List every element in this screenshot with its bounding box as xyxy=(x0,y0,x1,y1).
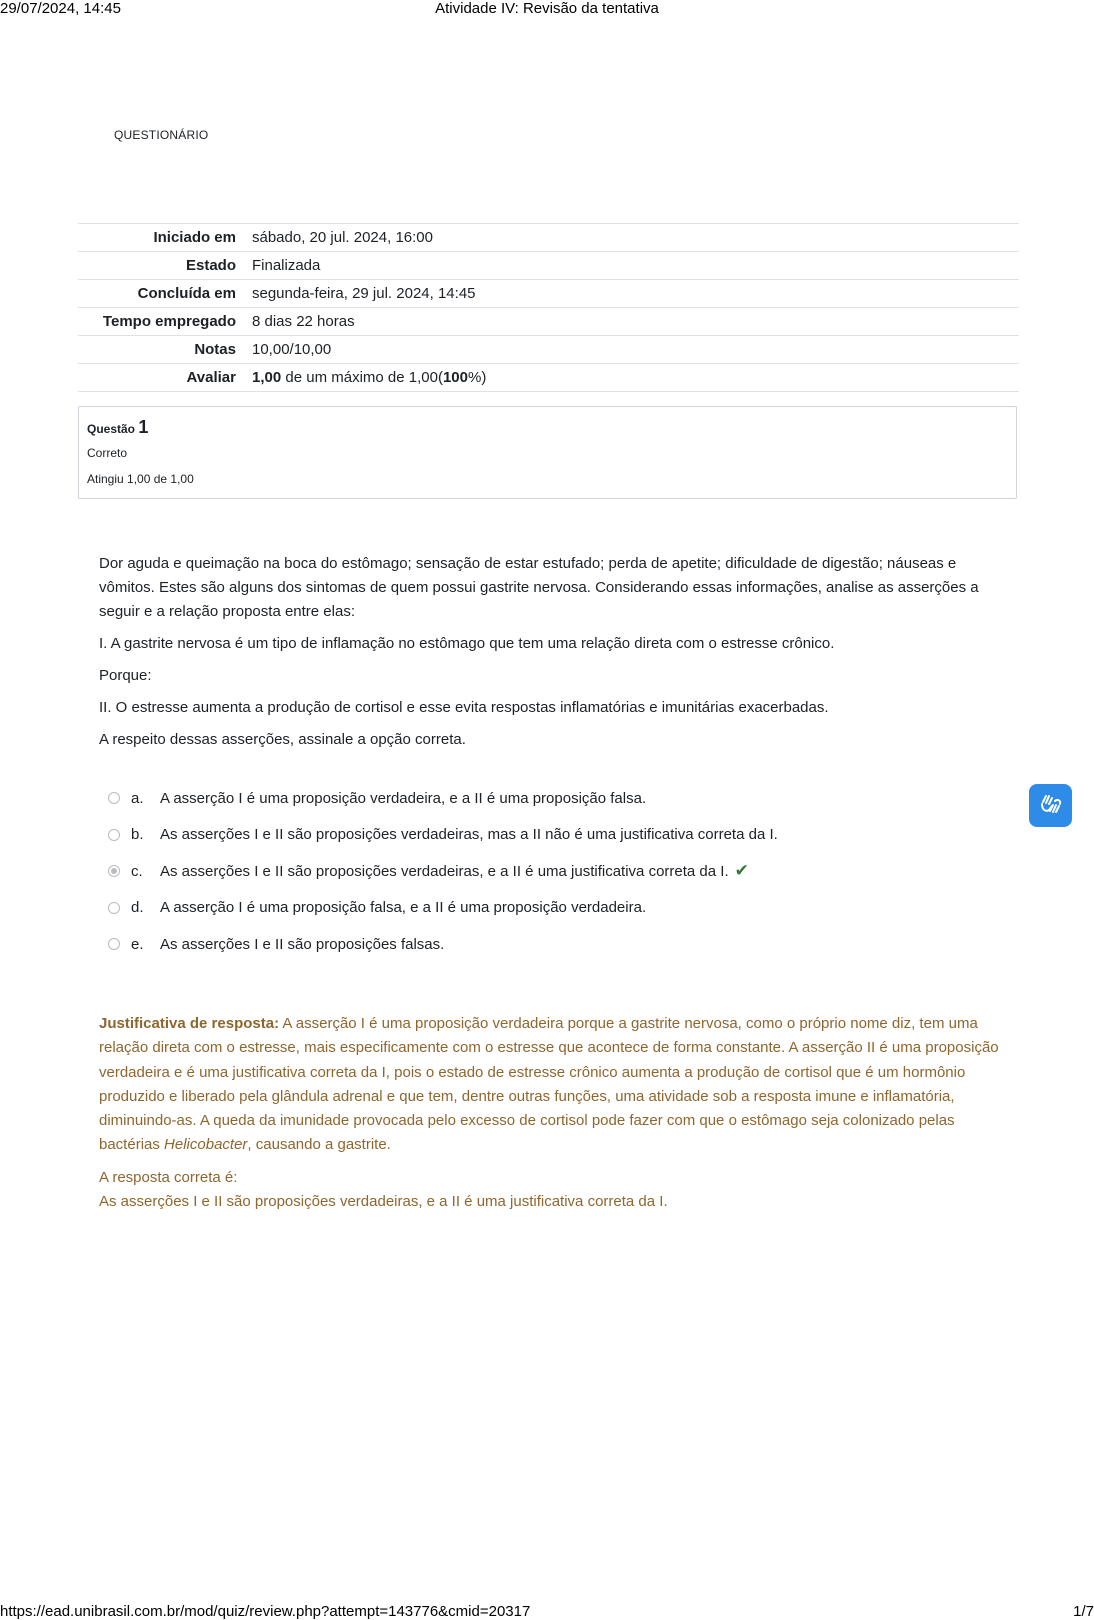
summary-row xyxy=(78,308,1019,336)
answer-feedback xyxy=(99,1012,999,1214)
answer-text: As asserções I e II são proposições falsas. xyxy=(160,935,445,953)
summary-row xyxy=(78,280,1019,308)
summary-label: Avaliar xyxy=(186,369,236,386)
correct-answer-text: As asserções I e II são proposições verdadeiras, e a II é uma justificativa correta da I. xyxy=(99,1193,668,1211)
answer-text: As asserções I e II são proposições verdadeiras, e a II é uma justificativa correta da I. xyxy=(160,862,729,880)
answer-text: A asserção I é uma proposição falsa, e a II é uma proposição verdadeira. xyxy=(160,899,647,917)
summary-row-grade xyxy=(78,364,1019,392)
summary-row xyxy=(78,224,1019,252)
summary-label: Concluída em xyxy=(137,285,236,302)
answer-option-d[interactable] xyxy=(108,890,988,927)
answer-option-a[interactable] xyxy=(108,780,988,817)
answer-letter: a. xyxy=(131,789,144,807)
answer-option-e[interactable] xyxy=(108,926,988,963)
print-title: Atividade IV: Revisão da tentativa xyxy=(435,0,659,17)
correct-check-icon: ✔ xyxy=(734,861,749,881)
answer-text: As asserções I e II são proposições verdadeiras, mas a II não é uma justificativa correta da I. xyxy=(160,826,778,844)
summary-value: segunda-feira, 29 jul. 2024, 14:45 xyxy=(252,285,476,302)
answer-text: A asserção I é uma proposição verdadeira, e a II é uma proposição falsa. xyxy=(160,789,647,807)
section-label: QUESTIONÁRIO xyxy=(114,128,209,142)
summary-row xyxy=(78,336,1019,364)
summary-label: Tempo empregado xyxy=(102,313,236,330)
assertion-1: I. A gastrite nervosa é um tipo de inflamação no estômago que tem uma relação direta com o estresse crônico. xyxy=(99,635,835,652)
question-instruction: A respeito dessas asserções, assinale a opção correta. xyxy=(99,731,466,748)
summary-label: Estado xyxy=(185,257,236,274)
summary-value: Finalizada xyxy=(252,257,321,274)
summary-value: sábado, 20 jul. 2024, 16:00 xyxy=(252,229,433,246)
grade-score: 1,00 xyxy=(252,369,282,386)
summary-label: Notas xyxy=(194,341,236,358)
radio-button-selected[interactable] xyxy=(108,865,120,877)
radio-button[interactable] xyxy=(108,902,120,914)
radio-button[interactable] xyxy=(108,829,120,841)
question-num: 1 xyxy=(138,417,149,437)
feedback-text: A asserção I é uma proposição verdadeira porque a gastrite nervosa, como o próprio nome diz, tem uma relação direta com o estresse, mais especificamente com o estresse que acontece de forma constante. A asserção II é uma proposição verdadeira e é uma justificativa correta da I, pois o estado de estresse crônico aumenta a produção de cortisol que é um hormônio produzido e liberado pela glândula adrenal e que tem, dentre outras funções, uma atividade sob a resposta imune e inflamatória, diminuindo-as. A queda da imunidade provocada pelo excesso de cortisol pode fazer com que o estômago seja colonizado pelas bactérias xyxy=(99,1015,999,1154)
summary-row xyxy=(78,252,1019,280)
feedback-justification xyxy=(99,1012,999,1158)
question-intro: Dor aguda e queimação na boca do estômago; sensação de estar estufado; perda de apetite; dificuldade de digestão; náuseas e vômitos. Estes são alguns dos sintomas de quem possui gastrite nervosa. Considerando essas informações, analise as asserções a seguir e a relação proposta entre elas: xyxy=(99,555,979,620)
porque: Porque: xyxy=(99,667,152,684)
answer-option-b[interactable] xyxy=(108,817,988,854)
answer-letter: d. xyxy=(131,899,144,917)
grade-text: de um máximo de 1,00( xyxy=(281,369,443,386)
sign-language-hands-icon xyxy=(1037,792,1065,820)
print-header xyxy=(0,0,1094,18)
assertion-2: II. O estresse aumenta a produção de cortisol e esse evita respostas inflamatórias e imunitárias exacerbadas. xyxy=(99,699,829,716)
attempt-summary-table xyxy=(78,223,1019,392)
radio-button[interactable] xyxy=(108,792,120,804)
question-info-box xyxy=(78,406,1017,499)
radio-button[interactable] xyxy=(108,938,120,950)
print-footer xyxy=(0,1602,1094,1620)
grade-percent: 100 xyxy=(442,369,468,386)
question-state: Correto xyxy=(87,446,128,460)
accessibility-button[interactable] xyxy=(1029,784,1072,827)
print-url: https://ead.unibrasil.com.br/mod/quiz/review.php?attempt=143776&cmid=20317 xyxy=(0,1603,531,1620)
print-page-number: 1/7 xyxy=(1073,1603,1094,1620)
summary-value: 8 dias 22 horas xyxy=(252,313,355,330)
grade-suffix: %) xyxy=(467,369,487,386)
print-date: 29/07/2024, 14:45 xyxy=(0,0,121,17)
answer-letter: b. xyxy=(131,826,144,844)
feedback-text-end: , causando a gastrite. xyxy=(247,1136,391,1154)
question-grade: Atingiu 1,00 de 1,00 xyxy=(87,472,194,486)
summary-label: Iniciado em xyxy=(153,229,236,246)
feedback-label: Justificativa de resposta: xyxy=(99,1015,280,1032)
answer-letter: c. xyxy=(131,862,143,880)
answer-option-c[interactable] xyxy=(108,853,988,890)
question-number xyxy=(87,417,1008,438)
summary-value: 10,00/10,00 xyxy=(252,341,332,358)
question-text xyxy=(99,552,979,760)
feedback-italic: Helicobacter xyxy=(164,1136,248,1154)
correct-answer-label: A resposta correta é: xyxy=(99,1168,238,1186)
answer-letter: e. xyxy=(131,935,144,953)
answer-list xyxy=(108,780,988,963)
question-prefix: Questão xyxy=(87,422,136,436)
summary-value-grade xyxy=(244,364,1019,392)
